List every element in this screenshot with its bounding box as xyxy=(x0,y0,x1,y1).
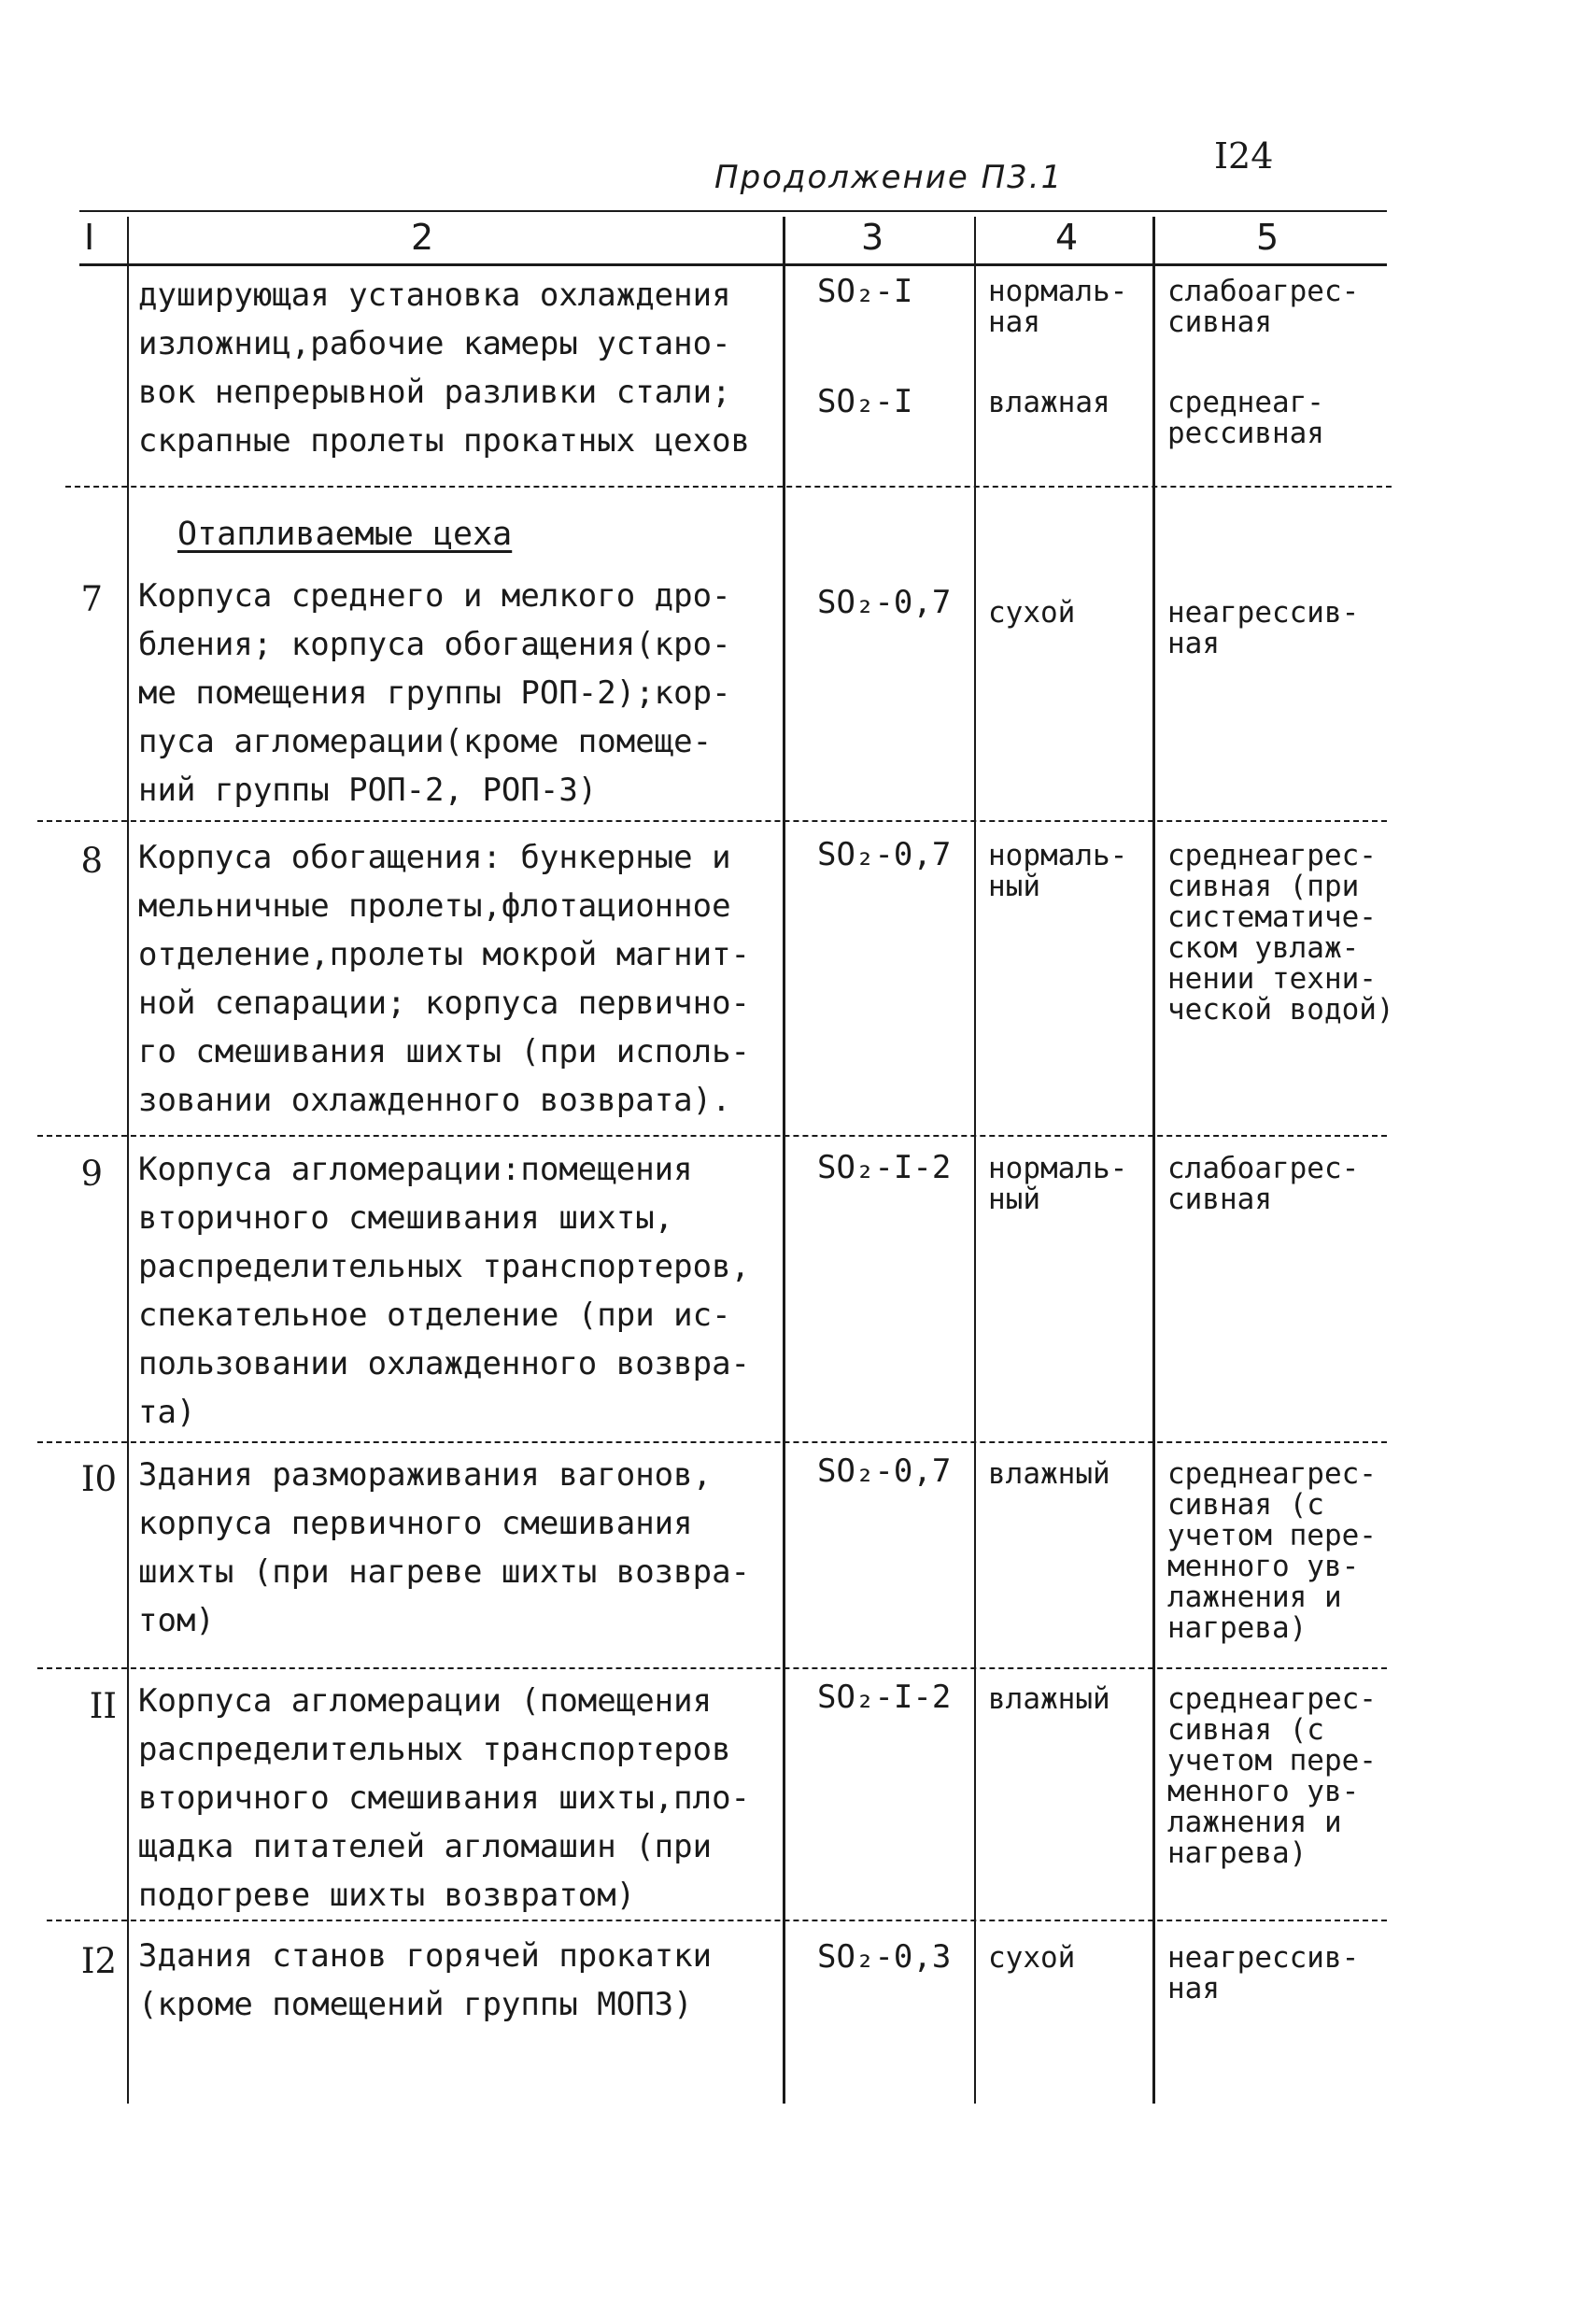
row-environment: влажная xyxy=(988,386,1110,419)
col-rule-2 xyxy=(783,217,785,2104)
row-description: Корпуса агломерации (помещения распределительных транспортеров вторичного смешивания шихты,пло- щадка питателей агломашин (при подогреве шихты возвратом) xyxy=(138,1682,751,1914)
row-number: I0 xyxy=(80,1459,117,1499)
row-code: SO₂-I-2 xyxy=(817,1149,952,1186)
row-number: 9 xyxy=(80,1154,103,1194)
header-top-rule xyxy=(79,210,1387,212)
row-description: Корпуса обогащения: бункерные и мельничные пролеты,флотационное отделение,пролеты мокрой магнит- ной сепарации; корпуса первично- го смешивания шихты (при исполь- зовании охлажденного возврата). xyxy=(138,839,751,1119)
page-number: I24 xyxy=(1214,135,1274,177)
row-description: душирующая установка охлаждения изложниц,рабочие камеры устано- вок непрерывной разливки стали; скрапные пролеты прокатных цехов xyxy=(138,276,751,460)
row-separator xyxy=(65,486,1392,488)
row-number: 8 xyxy=(80,841,103,881)
section-title: Отапливаемые цеха xyxy=(177,516,513,553)
continuation-label: Продолжение П3.1 xyxy=(714,159,1064,196)
row-aggressiveness: среднеагрес- сивная (с учетом пере- менного ув- лажнения и нагрева) xyxy=(1167,1682,1377,1870)
row-code: SO₂-I xyxy=(817,383,913,420)
row-description: Здания размораживания вагонов, корпуса первичного смешивания шихты (при нагреве шихты возвра- том) xyxy=(138,1456,751,1639)
row-environment: нормаль- ный xyxy=(988,839,1128,903)
row-code: SO₂-0,7 xyxy=(817,1452,952,1490)
row-aggressiveness: слабоагрес- сивная xyxy=(1167,1152,1360,1216)
col-rule-1 xyxy=(127,217,129,2104)
row-environment: влажный xyxy=(988,1682,1110,1716)
row-code: SO₂-I-2 xyxy=(817,1679,952,1716)
col-rule-4 xyxy=(1152,217,1155,2104)
row-environment: нормаль- ный xyxy=(988,1152,1128,1216)
header-col-5: 5 xyxy=(1256,217,1279,258)
header-col-3: 3 xyxy=(861,217,884,258)
row-separator xyxy=(37,1441,1387,1443)
row-code: SO₂-I xyxy=(817,273,913,310)
row-aggressiveness: слабоагрес- сивная xyxy=(1167,275,1360,339)
row-separator xyxy=(37,1667,1387,1669)
row-aggressiveness: неагрессив- ная xyxy=(1167,1941,1360,2005)
row-environment: сухой xyxy=(988,1941,1076,1975)
row-number: 7 xyxy=(80,579,103,619)
row-aggressiveness: среднеагрес- сивная (при систематиче- ском увлаж- нении техни- ческой водой) xyxy=(1167,839,1394,1027)
row-aggressiveness: среднеагрес- сивная (с учетом пере- менного ув- лажнения и нагрева) xyxy=(1167,1457,1377,1645)
row-description: Здания станов горячей прокатки (кроме помещений группы МОП3) xyxy=(138,1937,713,2023)
header-bottom-rule xyxy=(79,263,1387,266)
row-separator xyxy=(37,1135,1387,1137)
row-separator xyxy=(47,1920,1387,1921)
row-aggressiveness: среднеаг- рессивная xyxy=(1167,386,1324,450)
row-code: SO₂-0,3 xyxy=(817,1938,952,1976)
row-description: Корпуса среднего и мелкого дро- бления; корпуса обогащения(кро- ме помещения группы РОП-2);кор- пуса агломерации(кроме помеще- ний группы РОП-2, РОП-3) xyxy=(138,577,731,809)
header-col-1: I xyxy=(84,217,95,258)
row-number: I2 xyxy=(80,1941,117,1981)
header-col-4: 4 xyxy=(1055,217,1079,258)
row-code: SO₂-0,7 xyxy=(817,584,952,621)
row-code: SO₂-0,7 xyxy=(817,836,952,873)
row-aggressiveness: неагрессив- ная xyxy=(1167,596,1360,660)
row-environment: влажный xyxy=(988,1457,1110,1491)
header-col-2: 2 xyxy=(411,217,434,258)
row-description: Корпуса агломерации:помещения вторичного смешивания шихты, распределительных транспортеров, спекательное отделение (при ис- пользовании охлажденного возвра- та) xyxy=(138,1151,751,1431)
row-environment: сухой xyxy=(988,596,1076,630)
row-number: II xyxy=(89,1686,117,1726)
row-environment: нормаль- ная xyxy=(988,275,1128,339)
row-separator xyxy=(37,820,1387,822)
